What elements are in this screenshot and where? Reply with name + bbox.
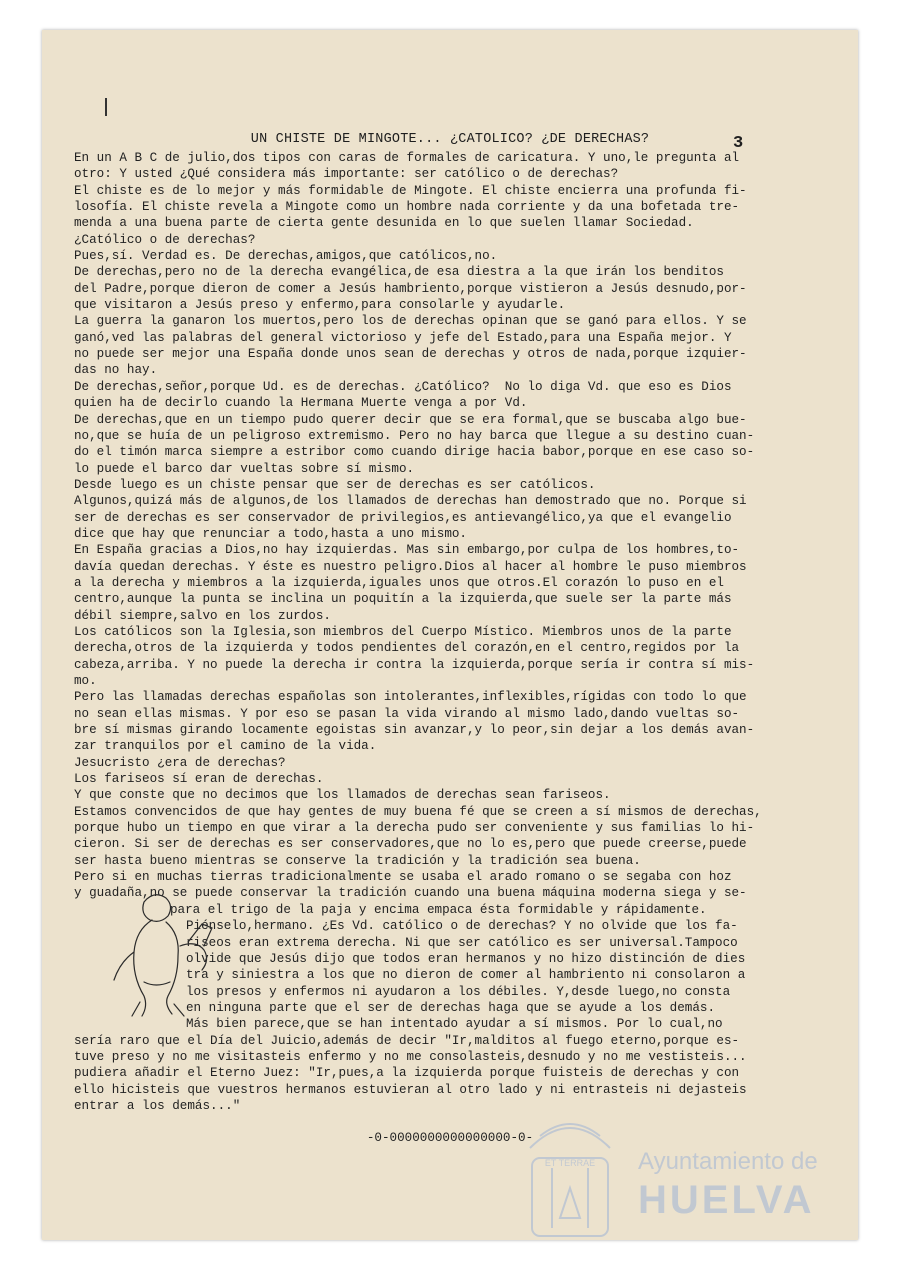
ayuntamiento-watermark [500, 1108, 850, 1240]
text-line: bre sí mismas girando locamente egoistas sin avanzar,y lo peor,sin dejar a los demás avan- [74, 723, 755, 738]
text-line: En España gracias a Dios,no hay izquierdas. Mas sin embargo,por culpa de los hombres,to- [74, 543, 740, 558]
text-line: sería raro que el Día del Juicio,además de decir "Ir,malditos al fuego eterno,porque es- [74, 1033, 740, 1048]
crest-motto: ET TERRAE [544, 1158, 596, 1168]
text-line: tuve preso y no me visitasteis enfermo y no me consolasteis,desnudo y no me vestisteis... [74, 1049, 747, 1064]
text-line: Y que conste que no decimos que los llamados de derechas sean fariseos. [74, 788, 611, 803]
text-line: riseos eran extrema derecha. Ni que ser católico es ser universal.Tampoco [186, 935, 738, 950]
text-line: no puede ser mejor una España donde unos sean de derechas y otros de nada,porque izquier- [74, 347, 747, 362]
text-line: que visitaron a Jesús preso y enfermo,para consolarle y ayudarle. [74, 298, 566, 313]
text-line: cieron. Si ser de derechas es ser conservadores,que no lo es,pero que puede creerse,puede [74, 837, 747, 852]
text-line: En un A B C de julio,dos tipos con caras de formales de caricatura. Y uno,le pregunta al [74, 151, 740, 165]
text-line: Los fariseos sí eran de derechas. [74, 772, 324, 787]
text-line: De derechas,pero no de la derecha evangélica,de esa diestra a la que irán los benditos [74, 265, 724, 280]
text-line: ganó,ved las palabras del general victorioso y jefe del Estado,para una España mejor. Y [74, 330, 732, 345]
sketch-illustration [104, 882, 224, 1022]
text-line: en ninguna parte que el ser de derechas haga que se ayude a los demás. [186, 1000, 716, 1015]
text-line: das no hay. [74, 363, 158, 378]
margin-mark [105, 98, 107, 116]
text-line: Pero si en muchas tierras tradicionalmente se usaba el arado romano o se segaba con hoz [74, 870, 732, 885]
text-line: ¿Católico o de derechas? [74, 232, 256, 247]
page-number: 3 [733, 134, 744, 153]
text-line: centro,aunque la punta se inclina un poquitín a la izquierda,que suele ser la parte más [74, 592, 732, 607]
text-line: Pero las llamadas derechas españolas son intolerantes,inflexibles,rígidas con todo lo que [74, 690, 747, 705]
text-line: para el trigo de la paja y encima empaca ésta formidable y rápidamente. [170, 902, 707, 917]
text-line: zar tranquilos por el camino de la vida. [74, 739, 377, 754]
text-line: De derechas,que en un tiempo pudo querer decir que se era formal,que se buscaba algo bue- [74, 412, 747, 427]
text-line: Los católicos son la Iglesia,son miembros del Cuerpo Místico. Miembros unos de la parte [74, 624, 732, 639]
crest-icon [510, 1108, 630, 1240]
watermark-line2: HUELVA [638, 1178, 815, 1222]
text-line: Pues,sí. Verdad es. De derechas,amigos,que católicos,no. [74, 249, 498, 264]
text-line: do el timón marca siempre a estribor como cuando dirige hacia babor,porque en ese caso so- [74, 445, 755, 460]
text-line: ello hicisteis que vuestros hermanos estuvieran al otro lado y ni entrasteis ni dejasteis [74, 1082, 747, 1097]
document-page [42, 30, 858, 1240]
document-title: UN CHISTE DE MINGOTE... ¿CATOLICO? ¿DE DERECHAS? [250, 132, 650, 147]
text-line: mo. [74, 674, 97, 688]
text-line: losofía. El chiste revela a Mingote como un hombre nada corriente y da una bofetada tre- [74, 200, 740, 215]
text-line: De derechas,señor,porque Ud. es de derechas. ¿Católico? No lo diga Vd. que eso es Dios [74, 379, 732, 394]
text-line: Algunos,quizá más de algunos,de los llamados de derechas han demostrado que no. Porque si [74, 494, 747, 509]
text-line: ser hasta bueno mientras se conserve la tradición y la tradición sea buena. [74, 853, 641, 868]
text-line: El chiste es de lo mejor y más formidable de Mingote. El chiste encierra una profunda fi- [74, 183, 747, 198]
text-line: Más bien parece,que se han intentado ayudar a sí mismos. Por lo cual,no [186, 1017, 723, 1032]
text-line: otro: Y usted ¿Qué considera más importante: ser católico o de derechas? [74, 167, 619, 182]
text-line: los presos y enfermos ni ayudaron a los débiles. Y,desde luego,no consta [186, 984, 731, 999]
text-line: cabeza,arriba. Y no puede la derecha ir contra la izquierda,porque sería ir contra sí mis- [74, 657, 755, 672]
text-line: y guadaña,no se puede conservar la tradición cuando una buena máquina moderna siega y se- [74, 886, 747, 901]
text-line: olvide que Jesús dijo que todos eran hermanos y no hizo distinción de dies [186, 951, 746, 966]
text-line: Desde luego es un chiste pensar que ser de derechas es ser católicos. [74, 477, 596, 492]
text-line: no,que se huía de un peligroso extremismo. Pero no hay barca que llegue a su destino cuan- [74, 428, 755, 443]
text-line: porque hubo un tiempo en que virar a la derecha pudo ser conveniente y sus familias lo hi- [74, 821, 755, 836]
text-line: tra y siniestra a los que no dieron de comer al hambriento ni consolaron a [186, 968, 746, 983]
text-line: Estamos convencidos de que hay gentes de muy buena fé que se creen a sí mismos de derechas, [74, 804, 762, 819]
text-line: quien ha de decirlo cuando la Hermana Muerte venga a por Vd. [74, 396, 528, 411]
text-line: a la derecha y miembros a la izquierda,iguales unos que otros.El corazón lo puso en el [74, 575, 724, 590]
text-line: pudiera añadir el Eterno Juez: "Ir,pues,a la izquierda porque fuisteis de derechas y con [74, 1066, 740, 1081]
text-line: no sean ellas mismas. Y por eso se pasan la vida virando al mismo lado,dando vueltas so- [74, 706, 740, 721]
text-line: derecha,otros de la izquierda y todos pendientes del corazón,en el centro,regidos por la [74, 641, 740, 656]
text-line: Piénselo,hermano. ¿Es Vd. católico o de derechas? Y no olvide que los fa- [186, 919, 738, 934]
text-line: entrar a los demás..." [74, 1098, 241, 1113]
text-line: Jesucristo ¿era de derechas? [74, 755, 286, 770]
text-line: lo puede el barco dar vueltas sobre sí mismo. [74, 461, 415, 476]
text-line: menda a una buena parte de cierta gente desunida en lo que suelen llamar Sociedad. [74, 216, 694, 231]
watermark-line1: Ayuntamiento de [638, 1148, 818, 1175]
text-line: ser de derechas es ser conservador de privilegios,es antievangélico,ya que el evangelio [74, 510, 732, 525]
text-line: La guerra la ganaron los muertos,pero los de derechas opinan que se ganó para ellos. Y se [74, 314, 747, 329]
text-line: del Padre,porque dieron de comer a Jesús hambriento,porque vistieron a Jesús desnudo,por- [74, 281, 747, 296]
text-line: débil siempre,salvo en los zurdos. [74, 608, 331, 623]
closing-mark: -0-0000000000000000-0- [366, 1131, 534, 1145]
text-line: dice que hay que renunciar a todo,hasta a uno mismo. [74, 526, 467, 541]
text-line: davía quedan derechas. Y éste es nuestro peligro.Dios al hacer al hombre le puso miembros [74, 559, 747, 574]
